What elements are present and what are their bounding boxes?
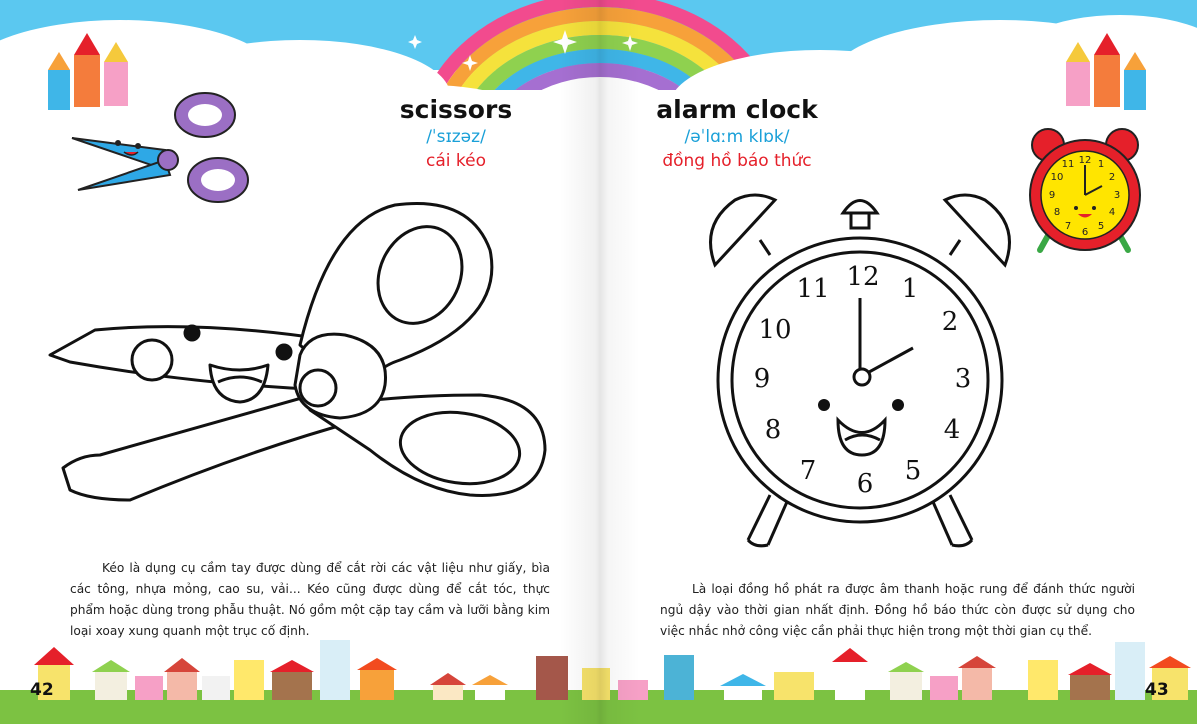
page-number-left: 42 <box>30 680 54 700</box>
svg-text:1: 1 <box>1097 159 1105 170</box>
clock-number: 8 <box>764 415 782 445</box>
svg-text:2: 2 <box>1108 172 1116 183</box>
clock-number: 7 <box>799 456 817 486</box>
color-alarm-clock-icon <box>1030 129 1140 250</box>
word-ipa: /ˈsɪzəz/ <box>426 127 486 147</box>
clock-number: 3 <box>954 364 972 394</box>
svg-text:8: 8 <box>1053 207 1061 218</box>
scissors-word-block <box>326 95 586 173</box>
svg-text:11: 11 <box>1061 159 1075 170</box>
svg-text:4: 4 <box>1108 207 1116 218</box>
clock-number: 2 <box>941 307 959 337</box>
svg-text:12: 12 <box>1078 155 1092 166</box>
svg-text:10: 10 <box>1050 172 1064 183</box>
svg-text:6: 6 <box>1081 227 1089 238</box>
clock-number: 10 <box>758 315 792 345</box>
alarm-clock-description: Là loại đồng hồ phát ra được âm thanh hoặc rung để đánh thức người ngủ dậy vào thời gian nhất định. Đồng hồ báo thức còn được sử dụng cho việc nhắc nhở công việc cần phải thực hiện trong một thời gian cụ thể. <box>660 582 1135 638</box>
alarm-clock-word-block <box>607 95 867 173</box>
word-vietnamese: đồng hồ báo thức <box>662 151 812 171</box>
word-english: scissors <box>399 95 513 124</box>
clock-number: 9 <box>753 364 771 394</box>
town-strip <box>0 640 1197 724</box>
clock-number: 11 <box>796 274 830 304</box>
svg-text:7: 7 <box>1064 221 1072 232</box>
clock-number: 6 <box>856 469 874 499</box>
scissors-coloring-art <box>50 203 545 500</box>
svg-text:5: 5 <box>1097 221 1105 232</box>
clock-number: 1 <box>901 274 919 304</box>
svg-text:3: 3 <box>1113 190 1121 201</box>
clock-number: 12 <box>846 262 880 292</box>
scissors-description: Kéo là dụng cụ cầm tay được dùng để cắt rời các vật liệu như giấy, bìa các tông, nhựa mỏng, cao su, vải... Kéo cũng được dùng để cắt tóc, thực phẩm hoặc dùng trong phẫu thuật. Nó gồm một cặp tay cầm và lưỡi bằng kim loại xoay xung quanh một trục cố định. <box>70 561 550 638</box>
word-english: alarm clock <box>656 95 818 124</box>
svg-text:9: 9 <box>1048 190 1056 201</box>
page-number-right: 43 <box>1145 680 1169 700</box>
word-ipa: /əˈlɑːm klɒk/ <box>684 127 790 147</box>
clock-number: 5 <box>904 456 922 486</box>
word-vietnamese: cái kéo <box>426 151 486 171</box>
clock-number: 4 <box>943 415 961 445</box>
